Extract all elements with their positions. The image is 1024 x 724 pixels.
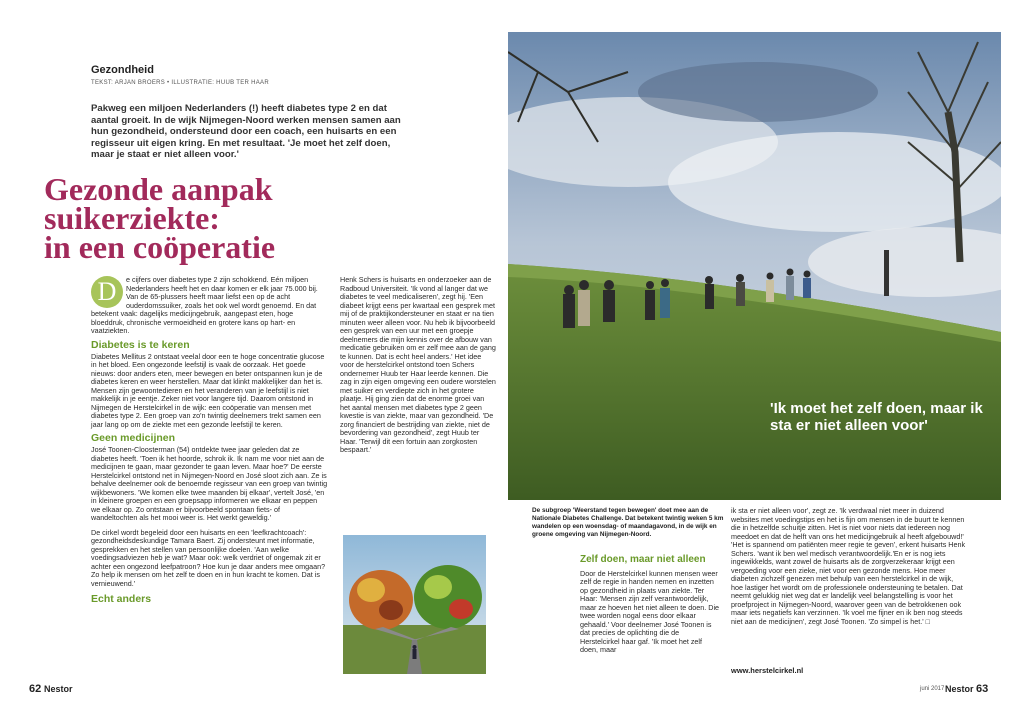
brand-left: Nestor [44, 684, 73, 694]
paragraph-3: José Toonen-Cloosterman (54) ontdekte twee jaar geleden dat ze diabetes heeft. 'Toen ik het hoorde, schrok ik. Ik nam me voor niet aan de medicijnen te gaan, maar gezonder te gaan leven. Maar hoe?' De eerste Herstelcirkel ontstond net in Nijmegen-Noord en José sloot zich aan. Ze is behalve deelnemer ook de benoemde regisseur van een groep van twintig wijkbewoners. 'We komen elke twee maanden bij elkaar', vertelt José, 'en in kleinere groepen en een groepsapp informeren we elkaar en peppen we elkaar op. Zo ontstaan er bijvoorbeeld spontaan fiets- of wandeltochten als het mooi weer is. Het werkt geweldig.' [91, 445, 328, 522]
column-1 [91, 276, 328, 607]
crossroads-illustration [343, 535, 486, 674]
headline-line-3: in een coöperatie [44, 229, 276, 265]
subheading-zelf-doen: Zelf doen, maar niet alleen [580, 554, 706, 565]
headline [44, 171, 424, 265]
drop-cap: D [91, 276, 123, 308]
column-2 [340, 276, 496, 455]
column-4 [731, 507, 967, 626]
issue-date: juni 2017 [920, 686, 945, 692]
pull-quote: 'Ik moet het zelf doen, maar ik sta er niet alleen voor' [770, 400, 983, 434]
paragraph-1: e cijfers over diabetes type 2 zijn schokkend. Eén miljoen Nederlanders heeft het en daar komen er elk jaar 75.000 bij. Van de 65-plussers heeft maar liefst een op de acht ouderdomssuiker, zoals het ook wel wordt genoemd. En dat betekent vaak: dagelijks medicijngebruik, aangepast eten, hoge bloeddruk, chronische vermoeidheid en grotere kans op hart- en vaatziekten. [91, 275, 318, 335]
walking-group-photo [508, 32, 1001, 500]
subheading-geen-medicijnen: Geen medicijnen [91, 432, 176, 444]
page-number-left: 62 [29, 683, 42, 695]
column-3 [580, 555, 720, 655]
paragraph-4: De cirkel wordt begeleid door een huisarts en een 'leefkrachtcoach': gezondheidsdeskundige Tamara Baert. Zij ondersteunt met informatie, gesprekken en het stellen van persoonlijke doelen. 'Aan welke voedingsadviezen heb je wat? Maar ook: welk verdriet of ongemak zit er achter een ongezond leefpatroon? Hoe kun je daar anders mee omgaan? Zo help ik mensen om het zelf te doen en in hun kracht te komen. Dat is vernieuwend.' [91, 527, 326, 588]
credit-line: TEKST: ARJAN BROERS • ILLUSTRATIE: HUUB TER HAAR [91, 80, 269, 86]
section-label: Gezondheid [91, 64, 154, 76]
paragraph-col4: ik sta er niet alleen voor', zegt ze. 'Ik verdwaal niet meer in duizend websites met voedingstips en het is fijn om mensen in de buurt te kennen die in hetzelfde schuitje zitten. Het is niet voor niets dat iedereen nog meedoet en dat de helft van ons het medicijngebruik al heeft afgebouwd!' 'Het is spannend om patiënten meer regie te geven', erkent huisarts Henk Schers. 'want ik ben wel medisch verantwoordelijk.'En er is nog iets ingewikkelds, want zowel de huisarts als de zorgverzekeraar krijgt een vergoeding voor een zieke, niet voor een gezonde mens. Hoe meer diabeten zichzelf genezen met behulp van een herstelcirkel in de wijk, hoe lastiger het wordt om de professionele ondersteuning te betalen. Dat neemt gelukkig niet weg dat er landelijk veel belangstelling is voor het proefproject in Nijmegen-Noord, waarover geen van de betrokkenen ook maar iets negatiefs kan verzinnen. 'Ik voel me fijner en ik ben nog steeds niet aan de medicijnen', zegt José Toonen. 'Zo simpel is het.' □ [731, 506, 966, 626]
paragraph-2: Diabetes Mellitus 2 ontstaat veelal door een te hoge concentratie glucose in het bloed. Een ongezonde leefstijl is vaak de oorzaak. Het goede nieuws: door anders eten, meer bewegen en beter ontspannen kun je de diabetes keren en weer herstellen. Maar dat klinkt makkelijker dan het is. Mensen zijn gewoontedieren en het veranderen van je leefstijl is niet makkelijk in je eentje. Zeker niet voor langere tijd. Daarom ontstond in Nijmegen de Herstelcirkel in de wijk: een coöperatie van mensen met diabetes type 2. Een groep van zo'n twintig deelnemers trekt samen een jaar lang op om de ziekte met een gezonde leefstijl te keren. [91, 351, 325, 429]
subheading-diabetes: Diabetes is te keren [91, 338, 190, 351]
intro-lead: Pakweg een miljoen Nederlanders (!) heeft diabetes type 2 en dat aantal groeit. In de wijk Nijmegen-Noord werken mensen samen aan hun gezondheid, ondersteund door een coach, een huisarts en een regisseur uit eigen kring. En met resultaat. 'Je moet het zelf doen, maar je staat er niet alleen voor.' [91, 103, 401, 161]
subheading-echt-anders: Echt anders [91, 593, 152, 605]
headline-line-1: Gezonde aanpak [44, 171, 273, 207]
headline-line-2: suikerziekte: [44, 200, 220, 236]
website-link[interactable]: www.herstelcirkel.nl [731, 666, 804, 675]
page-number-right: 63 [976, 683, 989, 695]
paragraph-col2: Henk Schers is huisarts en onderzoeker aan de Radboud Universiteit. 'Ik vond al langer dat we diabetes te veel medicaliseren', zegt hij. 'Een diabeet krijgt eens per kwartaal een gesprek met mij of de praktijkondersteuner en staat er na tien minuten weer alleen voor. Nu heb ik bijvoorbeeld een gesprek van een uur met een groepje deelnemers die mijn kennis over de afbouw van medicatie gebruiken om er zelf mee aan de gang te kunnen. Dat is echt heel anders.' Het idee voor de herstelcirkel ontstond toen Schers ondernemer Huub ter Haar leerde kennen. Die zag in zijn eigen omgeving een oudere worstelen met suiker en verdiepte zich in het grotere plaatje. Hij ging zien dat de enorme groei van het aantal mensen met diabetes type 2 geen kwestie is van ziekte, maar van gezondheid. 'De zorg financiert de bestrijding van ziekte, niet de bevordering van gezondheid', zegt Huub ter Haar. 'Terwijl dit een fortuin aan zorgkosten bespaart.' [340, 275, 496, 454]
paragraph-col3: Door de Herstelcirkel kunnen mensen weer zelf de regie in handen nemen en inzetten op gezondheid in plaats van ziekte. Ter Haar: 'Mensen zijn zelf verantwoordelijk, maar ze hoeven het niet alleen te doen. Die twee worden nogal eens door elkaar gehaald.' Voor deelnemer José Toonen is dat precies de oplichting die de Herstelcirkel haar gaf. 'Ik moet het zelf doen, maar [580, 568, 720, 654]
photo-caption: De subgroep 'Weerstand tegen bewegen' doet mee aan de Nationale Diabetes Challenge. Dat betekent twintig weken 5 km wandelen op een woensdag- of maandagavond, in de wijk en groene omgeving van Nijmegen-Noord. [532, 507, 724, 538]
brand-right: Nestor [945, 684, 974, 694]
